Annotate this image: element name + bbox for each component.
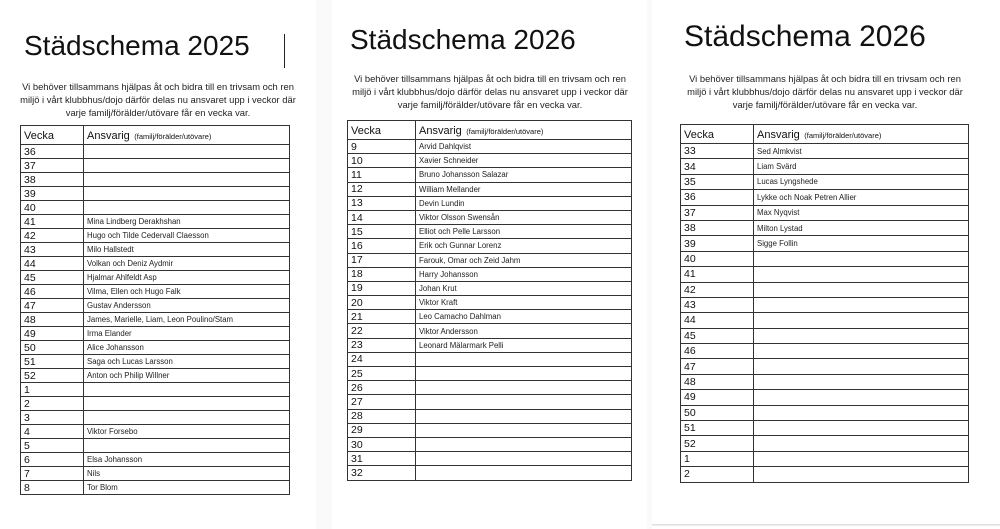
responsible-cell [754, 297, 969, 312]
responsible-cell: Elliot och Pelle Larsson [416, 225, 632, 239]
responsible-cell: Arvid Dahlqvist [416, 140, 632, 154]
table-row [681, 405, 969, 420]
responsible-cell: Lykke och Noak Petren Allier [754, 190, 969, 205]
responsible-cell: Anton och Philip Willner [84, 369, 290, 383]
column-header-week: Vecka [681, 125, 754, 144]
responsible-cell [84, 411, 290, 425]
week-cell: 2 [21, 397, 84, 411]
responsible-cell [416, 381, 632, 395]
responsible-cell [416, 367, 632, 381]
week-cell: 49 [681, 390, 754, 405]
week-cell: 30 [348, 437, 416, 451]
table-row [348, 239, 632, 253]
page-gap [316, 0, 332, 529]
table-row [681, 251, 969, 266]
week-cell: 12 [348, 182, 416, 196]
week-cell: 2 [681, 467, 754, 482]
text-cursor [284, 34, 285, 68]
responsible-cell: Sed Almkvist [754, 144, 969, 159]
week-cell: 23 [348, 338, 416, 352]
table-row [21, 453, 290, 467]
table-row [21, 285, 290, 299]
table-row [21, 201, 290, 215]
responsible-cell: Liam Svärd [754, 159, 969, 174]
responsible-cell [84, 201, 290, 215]
table-row [21, 341, 290, 355]
table-row [21, 215, 290, 229]
week-cell: 44 [681, 313, 754, 328]
week-cell: 1 [21, 383, 84, 397]
responsible-cell: Milo Hallstedt [84, 243, 290, 257]
table-row [681, 390, 969, 405]
week-cell: 52 [21, 369, 84, 383]
week-cell: 4 [21, 425, 84, 439]
week-cell: 18 [348, 267, 416, 281]
table-row [348, 210, 632, 224]
week-cell: 48 [681, 374, 754, 389]
week-cell: 3 [21, 411, 84, 425]
table-row [348, 324, 632, 338]
responsible-cell: Hugo och Tilde Cedervall Claesson [84, 229, 290, 243]
intro-text: Vi behöver tillsammans hjälpas åt och bidra till en trivsam och ren miljö i vårt klubbhus/dojo därför delas nu ansvaret upp i veckor där varje familj/förälder/utövare får en vecka var. [687, 73, 963, 111]
responsible-cell: Elsa Johansson [84, 453, 290, 467]
week-cell: 16 [348, 239, 416, 253]
responsible-cell: Erik och Gunnar Lorenz [416, 239, 632, 253]
table-row [21, 159, 290, 173]
intro-text: Vi behöver tillsammans hjälpas åt och bidra till en trivsam och ren miljö i vårt klubbhus/dojo därför delas nu ansvaret upp i veckor där varje familj/förälder/utövare får en vecka var. [352, 73, 628, 111]
intro-text: Vi behöver tillsammans hjälpas åt och bidra till en trivsam och ren miljö i vårt klubbhus/dojo därför delas nu ansvaret upp i veckor där varje familj/förälder/utövare får en vecka var. [20, 81, 296, 119]
week-cell: 43 [681, 297, 754, 312]
responsible-cell [754, 251, 969, 266]
responsible-cell [416, 352, 632, 366]
table-row [348, 225, 632, 239]
table-row [21, 383, 290, 397]
responsible-cell [416, 452, 632, 466]
table-row [681, 436, 969, 451]
responsible-cell: Bruno Johansson Salazar [416, 168, 632, 182]
table-row [681, 313, 969, 328]
responsible-cell: Tor Blom [84, 481, 290, 495]
table-row [681, 190, 969, 205]
table-row [348, 281, 632, 295]
table-row [21, 355, 290, 369]
table-row [681, 267, 969, 282]
week-cell: 26 [348, 381, 416, 395]
week-cell: 51 [21, 355, 84, 369]
week-cell: 42 [681, 282, 754, 297]
responsible-cell: Saga och Lucas Larsson [84, 355, 290, 369]
week-cell: 6 [21, 453, 84, 467]
responsible-cell [84, 159, 290, 173]
responsible-cell [84, 397, 290, 411]
table-row [681, 282, 969, 297]
week-cell: 38 [21, 173, 84, 187]
responsible-cell: Gustav Andersson [84, 299, 290, 313]
responsible-cell: James, Marielle, Liam, Leon Poulino/Stam [84, 313, 290, 327]
responsible-cell: Harry Johansson [416, 267, 632, 281]
page-title: Städschema 2026 [350, 24, 576, 55]
week-cell: 43 [21, 243, 84, 257]
responsible-cell: Leonard Mälarmark Pelli [416, 338, 632, 352]
table-row [348, 140, 632, 154]
table-row [681, 374, 969, 389]
responsible-cell: Viktor Andersson [416, 324, 632, 338]
table-row [348, 154, 632, 168]
responsible-cell [754, 374, 969, 389]
table-row [21, 229, 290, 243]
table-row [681, 328, 969, 343]
table-row [21, 313, 290, 327]
responsible-cell: Farouk, Omar och Zeid Jahm [416, 253, 632, 267]
week-cell: 50 [21, 341, 84, 355]
table-row [21, 243, 290, 257]
week-cell: 46 [681, 344, 754, 359]
week-cell: 40 [21, 201, 84, 215]
table-row [681, 220, 969, 235]
table-row [348, 267, 632, 281]
schedule-page-2025 [0, 0, 316, 506]
week-cell: 24 [348, 352, 416, 366]
responsible-cell [416, 423, 632, 437]
week-cell: 41 [681, 267, 754, 282]
responsible-cell: Xavier Schneider [416, 154, 632, 168]
table-row [348, 409, 632, 423]
table-row [681, 359, 969, 374]
table-row [21, 411, 290, 425]
week-cell: 19 [348, 281, 416, 295]
table-row [348, 367, 632, 381]
responsible-cell: Irma Elander [84, 327, 290, 341]
week-cell: 31 [348, 452, 416, 466]
column-header-responsible: Ansvarig (familj/förälder/utövare) [754, 125, 969, 144]
table-row [681, 236, 969, 251]
week-cell: 28 [348, 409, 416, 423]
week-cell: 44 [21, 257, 84, 271]
responsible-cell [84, 145, 290, 159]
responsible-cell: Vilma, Ellen och Hugo Falk [84, 285, 290, 299]
week-cell: 45 [21, 271, 84, 285]
schedule-page-2026-a [332, 0, 647, 488]
week-cell: 5 [21, 439, 84, 453]
table-row [21, 369, 290, 383]
column-header-week: Vecka [348, 121, 416, 140]
week-cell: 42 [21, 229, 84, 243]
responsible-cell: William Mellander [416, 182, 632, 196]
responsible-cell [754, 451, 969, 466]
table-row [21, 257, 290, 271]
responsible-cell: Johan Krut [416, 281, 632, 295]
table-row [348, 381, 632, 395]
table-row [21, 425, 290, 439]
week-cell: 8 [21, 481, 84, 495]
responsible-cell [754, 421, 969, 436]
table-row [681, 144, 969, 159]
week-cell: 13 [348, 196, 416, 210]
table-row [348, 423, 632, 437]
table-row [21, 327, 290, 341]
table-row [681, 159, 969, 174]
table-row [681, 467, 969, 482]
table-row [348, 296, 632, 310]
responsible-cell: Viktor Kraft [416, 296, 632, 310]
week-cell: 27 [348, 395, 416, 409]
table-header-row [348, 121, 632, 140]
table-row [681, 297, 969, 312]
week-cell: 9 [348, 140, 416, 154]
table-header-row [681, 125, 969, 144]
responsible-cell [416, 437, 632, 451]
responsible-cell [416, 395, 632, 409]
table-row [681, 205, 969, 220]
responsible-cell: Mina Lindberg Derakhshan [84, 215, 290, 229]
table-row [681, 344, 969, 359]
week-cell: 47 [21, 299, 84, 313]
responsible-cell [84, 187, 290, 201]
week-cell: 38 [681, 220, 754, 235]
responsible-cell [754, 282, 969, 297]
week-cell: 17 [348, 253, 416, 267]
week-cell: 7 [21, 467, 84, 481]
week-cell: 51 [681, 421, 754, 436]
table-row [21, 299, 290, 313]
responsible-cell [84, 383, 290, 397]
table-row [348, 466, 632, 480]
week-cell: 48 [21, 313, 84, 327]
responsible-cell: Volkan och Deniz Aydmir [84, 257, 290, 271]
responsible-cell: Devin Lundin [416, 196, 632, 210]
page-title: Städschema 2025 [24, 30, 250, 61]
table-row [681, 451, 969, 466]
page-title: Städschema 2026 [684, 20, 926, 53]
week-cell: 15 [348, 225, 416, 239]
table-row [21, 145, 290, 159]
week-cell: 36 [21, 145, 84, 159]
responsible-cell: Leo Camacho Dahlman [416, 310, 632, 324]
week-cell: 39 [21, 187, 84, 201]
responsible-cell [754, 405, 969, 420]
week-cell: 52 [681, 436, 754, 451]
week-cell: 41 [21, 215, 84, 229]
week-cell: 21 [348, 310, 416, 324]
responsible-cell [84, 173, 290, 187]
responsible-cell: Viktor Olsson Swensån [416, 210, 632, 224]
table-row [348, 437, 632, 451]
week-cell: 22 [348, 324, 416, 338]
responsible-cell: Hjalmar Ahlfeldt Asp [84, 271, 290, 285]
table-row [21, 271, 290, 285]
table-row [21, 481, 290, 495]
week-cell: 14 [348, 210, 416, 224]
responsible-cell [84, 439, 290, 453]
week-cell: 35 [681, 174, 754, 189]
table-row [348, 310, 632, 324]
schedule-table [20, 125, 290, 495]
week-cell: 32 [348, 466, 416, 480]
table-header-row [21, 126, 290, 145]
table-row [21, 439, 290, 453]
responsible-cell: Max Nyqvist [754, 205, 969, 220]
table-row [348, 452, 632, 466]
schedule-table [347, 120, 632, 481]
schedule-table [680, 124, 969, 483]
responsible-cell: Nils [84, 467, 290, 481]
week-cell: 1 [681, 451, 754, 466]
table-row [681, 421, 969, 436]
responsible-cell [754, 436, 969, 451]
week-cell: 36 [681, 190, 754, 205]
week-cell: 45 [681, 328, 754, 343]
week-cell: 37 [681, 205, 754, 220]
week-cell: 50 [681, 405, 754, 420]
table-row [21, 467, 290, 481]
week-cell: 39 [681, 236, 754, 251]
week-cell: 37 [21, 159, 84, 173]
week-cell: 40 [681, 251, 754, 266]
column-header-responsible: Ansvarig (familj/förälder/utövare) [84, 126, 290, 145]
week-cell: 49 [21, 327, 84, 341]
table-row [348, 196, 632, 210]
week-cell: 20 [348, 296, 416, 310]
responsible-cell [754, 328, 969, 343]
table-row [348, 395, 632, 409]
table-row [21, 173, 290, 187]
table-row [348, 352, 632, 366]
week-cell: 34 [681, 159, 754, 174]
responsible-cell [754, 390, 969, 405]
table-row [348, 168, 632, 182]
column-header-responsible: Ansvarig (familj/förälder/utövare) [416, 121, 632, 140]
week-cell: 25 [348, 367, 416, 381]
table-row [21, 187, 290, 201]
responsible-cell [754, 344, 969, 359]
responsible-cell [416, 409, 632, 423]
responsible-cell: Sigge Follin [754, 236, 969, 251]
column-header-week: Vecka [21, 126, 84, 145]
week-cell: 46 [21, 285, 84, 299]
responsible-cell: Lucas Lyngshede [754, 174, 969, 189]
week-cell: 29 [348, 423, 416, 437]
table-row [348, 182, 632, 196]
week-cell: 10 [348, 154, 416, 168]
week-cell: 33 [681, 144, 754, 159]
table-row [681, 174, 969, 189]
week-cell: 47 [681, 359, 754, 374]
schedule-page-2026-b [652, 0, 1000, 525]
responsible-cell [754, 267, 969, 282]
responsible-cell: Milton Lystad [754, 220, 969, 235]
table-row [21, 397, 290, 411]
table-row [348, 253, 632, 267]
table-row [348, 338, 632, 352]
responsible-cell [416, 466, 632, 480]
responsible-cell: Alice Johansson [84, 341, 290, 355]
responsible-cell [754, 313, 969, 328]
responsible-cell: Viktor Forsebo [84, 425, 290, 439]
week-cell: 11 [348, 168, 416, 182]
responsible-cell [754, 359, 969, 374]
responsible-cell [754, 467, 969, 482]
